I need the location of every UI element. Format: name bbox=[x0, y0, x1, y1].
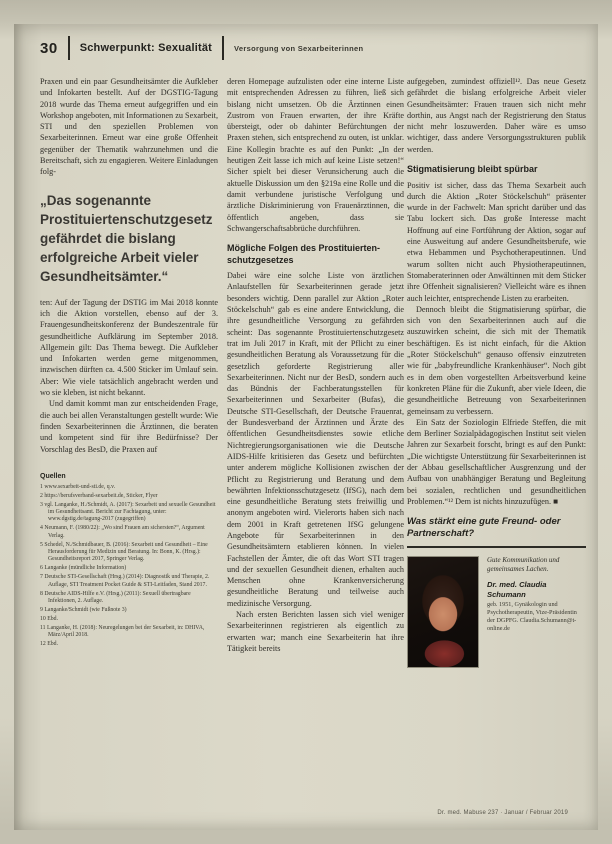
paragraph: Positiv ist sicher, dass das Thema Sexarbeit auch durch die Aktion „Roter Stöckelschuh“ präsenter wurde in der Fachwelt: Man spricht darüber und das Tabu lockert sich. Das große Interesse macht Hoffnung auf eine Fortführung der Aktion, sogar auf eine Ausweitung auf andere Gesundheitsberufe, wie etwa Hebammen und Psychotherapeutinnen. Und warum sollten nicht auch Physiotherapeutinnen, Stomaberaterinnen oder Anwältinnen mit dem Sticker ihre Offenheit signalisieren? Vielleicht wäre es ihnen auch leichter, entsprechende Listen zu erarbeiten. bbox=[407, 180, 586, 303]
column-2 bbox=[227, 76, 404, 654]
source-item: 1 www.sexarbeit-und-sti.de, q.v. bbox=[40, 483, 116, 490]
source-item: 5 Schedel, N./Schmidbauer, B. (2016): Sexarbeit und Gesundheit – Eine Herausforderung für Medizin und Beratung. In: Bonn, K. (Hrsg.): Gesundheitsreport 2017, Springer Verlag. bbox=[40, 541, 208, 563]
source-item: 2 https://berufsverband-sexarbeit.de, Sticker, Flyer bbox=[40, 492, 158, 499]
source-item: 3 vgl. Langanke, H./Schmidt, A. (2017): Sexarbeit und sexuelle Gesundheit im Gesundheitsamt. Bericht zur Fachtagung, unter: www.dgstig.de/tagung-2017 (zugegriffen) bbox=[40, 501, 216, 523]
paragraph: ten: Auf der Tagung der DSTIG im Mai 2018 konnte ich die Aktion vorstellen, ebenso auf der 3. Frauengesundheitskonferenz der Bundeszentrale für gesundheitliche Aufklärung im September 2018. Allgemein gilt: Das Thema bewegt. Die Aufkleber und Infokarten werden gerne mitgenommen, inzwischen dürften ca. 4.500 Sticker im Umlauf sein. Aber: Wie viele tatsächlich angebracht werden und wo sie kleben, ist nicht bekannt. bbox=[40, 297, 218, 398]
page-header bbox=[40, 36, 363, 60]
author-infobox bbox=[407, 516, 586, 668]
source-item: 10 Ebd. bbox=[40, 615, 59, 622]
column-3 bbox=[407, 76, 586, 668]
magazine-page bbox=[14, 24, 598, 830]
pull-quote: „Das sogenannte Prostituiertenschutzgesetz gefährdet die bislang erfolgreiche Arbeit vieler Gesundheitsämter.“ bbox=[40, 192, 213, 284]
journal-footer: Dr. med. Mabuse 237 · Januar / Februar 2019 bbox=[437, 810, 568, 816]
sources-block bbox=[40, 473, 218, 649]
infobox-answer: Gute Kommunikation und gemeinsames Lachen. bbox=[487, 556, 560, 574]
paragraph: deren Homepage aufzulisten oder eine interne Liste mit entsprechenden Adressen zu führen, ließ sich bislang nicht umsetzen. Ob die Ärztinnen einen Zustrom von Frauen erwarten, der ihre Kräfte übersteigt, oder ob dahinter Befürchtungen der Praxen stehen, sich entsprechend zu outen, ist unklar. Eine Kollegin brachte es auf den Punkt: „In der heutigen Zeit lasse ich mich auf keine Liste setzen!“ Sicher spielt bei dieser Verunsicherung auch die aktuelle Diskussion um den §219a eine Rolle und die damit verbundene juristische Verfolgung und ärztliche Diskriminierung von Frauenärztinnen, die öffentlich angeben, dass sie Schwangerschaftsabbrüche durchführen. bbox=[227, 77, 404, 233]
paragraph: Praxen und ein paar Gesundheitsämter die Aufkleber und Infokarten bestellt. Auf der DGSTIG-Tagung 2018 wurde das Thema erneut aufgegriffen und ein Workshop angeboten, mit Informationen zu Sexarbeit, STI und den speziellen Problemen von Sexarbeiterinnen. Erneut war eine große Offenheit gegenüber der Thematik wahrzunehmen und die Bereitschaft, sich zu engagieren. Weitere Einladungen folg- bbox=[40, 77, 218, 177]
source-item: 7 Deutsche STI-Gesellschaft (Hrsg.) (2014): Diagnostik und Therapie, 2. Auflage, STI Treatment Pocket Guide & STI-Leitfaden, Stand 2017. bbox=[40, 574, 210, 588]
subheading: Mögliche Folgen des Prostituiertenschutzgesetzes bbox=[227, 243, 381, 265]
author-caption bbox=[487, 556, 586, 668]
paragraph: Dabei wäre eine solche Liste von ärztlichen Anlaufstellen für Sexarbeiterinnen gerade jetzt besonders wichtig. Denn parallel zur Aktion „Roter Stöckelschuh“ gab es eine andere Entwicklung, die ihre gesundheitliche Versorgung zu gefährden scheint: Das sogenannte Prostituiertenschutzgesetz trat im Juli 2017 in Kraft, mit der Pflicht zu einer gesundheitlichen Beratung als Voraussetzung für die gesetzlich geforderte Registrierung aller Sexarbeiterinnen. Nicht nur der BesD, sondern auch das Bündnis der Fachberatungsstellen für Sexarbeiterinnen und Sexarbeiter (Bufas), die Deutsche STI-Gesellschaft, der Deutsche Frauenrat, der Bundesverband der Ärztinnen und Ärzte des öffentlichen Gesundheitsdienstes sowie etliche Nichtregierungsorganisationen wie die Deutsche AIDS-Hilfe kritisieren das Gesetz und befürchten unter anderem mögliche Kollisionen zwischen der Pflicht zu Registrierung und Beratung und dem bewährten Infektionsschutzgesetz (IfSG), nach dem eine gesundheitliche Beratung stets freiwillig und anonym angeboten wird. Vielerorts haben sich nach dem 2001 in Kraft getretenen IfSG gelungene Angebote für Sexarbeiterinnen in den Gesundheitsämtern etablieren können. In vielen Fachstellen der Ämter, die oft das Wort STI tragen und der sexuellen Gesundheit dienen, erhalten auch Menschen ohne Krankenversicherung gesundheitliche Beratung und teilweise auch medizinische Versorgung. bbox=[227, 271, 404, 608]
header-divider bbox=[68, 36, 70, 60]
source-item: 6 Langanke (mündliche Information) bbox=[40, 565, 127, 572]
author-photo bbox=[407, 556, 479, 668]
author-name: Dr. med. Claudia Schumann bbox=[487, 580, 547, 599]
source-item: 11 Langanke, H. (2018): Neuregelungen bei der Sexarbeit, in: DHIVA, März/April 2018. bbox=[40, 624, 205, 639]
paragraph: Dennoch bleibt die Stigmatisierung spürbar, die sich von den Sexarbeiterinnen auch auf die auszuwirken scheint, die sich mit der Thematik beschäftigen. Es ist nicht einfach, für die Aktion „Roter Stöckelschuh“ genauso offensiv einzutreten wie für „babyfreundliche Krankenhäuser“. Noch gibt es in dem oben vorgestellten Arbeitsverbund keine konkreten Pläne für die Zukunft, aber viele Ideen, die gesundheitliche Betreuung von Sexarbeiterinnen gemeinsam zu verbessern. bbox=[407, 304, 586, 416]
paragraph: Ein Satz der Soziologin Elfriede Steffen, die mit dem Berliner Sozialpädagogischen Institut seit vielen Jahren zur Sexarbeit forscht, bringt es auf den Punkt: „Die wichtigste Unterstützung für Sexarbeiterinnen ist der Abbau gesellschaftlicher Ausgrenzung und der Aufbau von unabhängiger Beratung und Begleitung bei sozialen, rechtlichen und gesundheitlichen Problemen.“¹² Dem ist nichts hinzuzufügen. ■ bbox=[407, 417, 586, 506]
paragraph: aufgegeben, zumindest offiziell¹². Das neue Gesetz gefährdet die bislang erfolgreiche Arbeit vieler Gesundheitsämter: Frauen trauen sich nicht mehr dorthin, aus Angst nach der Registrierung den Status nicht mehr loszuwerden. Daher wäre es umso wichtiger, dass andere Versorgungsstrukturen publik werden. bbox=[407, 77, 586, 154]
infobox-rule bbox=[407, 546, 586, 548]
article-title: Versorgung von Sexarbeiterinnen bbox=[234, 43, 364, 53]
paragraph: Nach ersten Berichten lassen sich viel weniger Sexarbeiterinnen registrieren als eigentlich zu erwarten war; manch eine Sexarbeiterin hat ihre Tätigkeit bereits bbox=[227, 610, 404, 653]
column-1 bbox=[40, 76, 218, 650]
source-item: 4 Neumann, F. (1980/22): „Wo sind Frauen am sichersten?“, Argument Verlag. bbox=[40, 525, 205, 539]
section-title: Schwerpunkt: Sexualität bbox=[79, 42, 213, 54]
source-item: 9 Langanke/Schmidt (wie Fußnote 3) bbox=[40, 606, 127, 613]
page-number: 30 bbox=[40, 39, 58, 57]
subheading: Stigmatisierung bleibt spürbar bbox=[407, 164, 538, 175]
infobox-question: Was stärkt eine gute Freund- oder Partnerschaft? bbox=[407, 516, 561, 540]
header-divider bbox=[222, 36, 224, 60]
paragraph: Und damit kommt man zur entscheidenden Frage, die auch bei allen Veranstaltungen gestellt wurde: Wie finden Sexarbeiterinnen die Ärztinnen, die beraten und kompetent sind für ihre Bedürfnisse? Der Vorschlag des BesD, die Praxen auf bbox=[40, 399, 218, 454]
sources-title: Quellen bbox=[40, 472, 66, 480]
author-bio: geb. 1951, Gynäkologin und Psychotherapeutin, Vize-Präsidentin der DGPFG. Claudia.Schumann@t-online.de bbox=[487, 601, 577, 633]
source-item: 8 Deutsche AIDS-Hilfe e.V. (Hrsg.) (2011): Sexuell übertragbare Infektionen, 2. Auflage. bbox=[40, 590, 191, 605]
source-item: 12 Ebd. bbox=[40, 641, 59, 648]
